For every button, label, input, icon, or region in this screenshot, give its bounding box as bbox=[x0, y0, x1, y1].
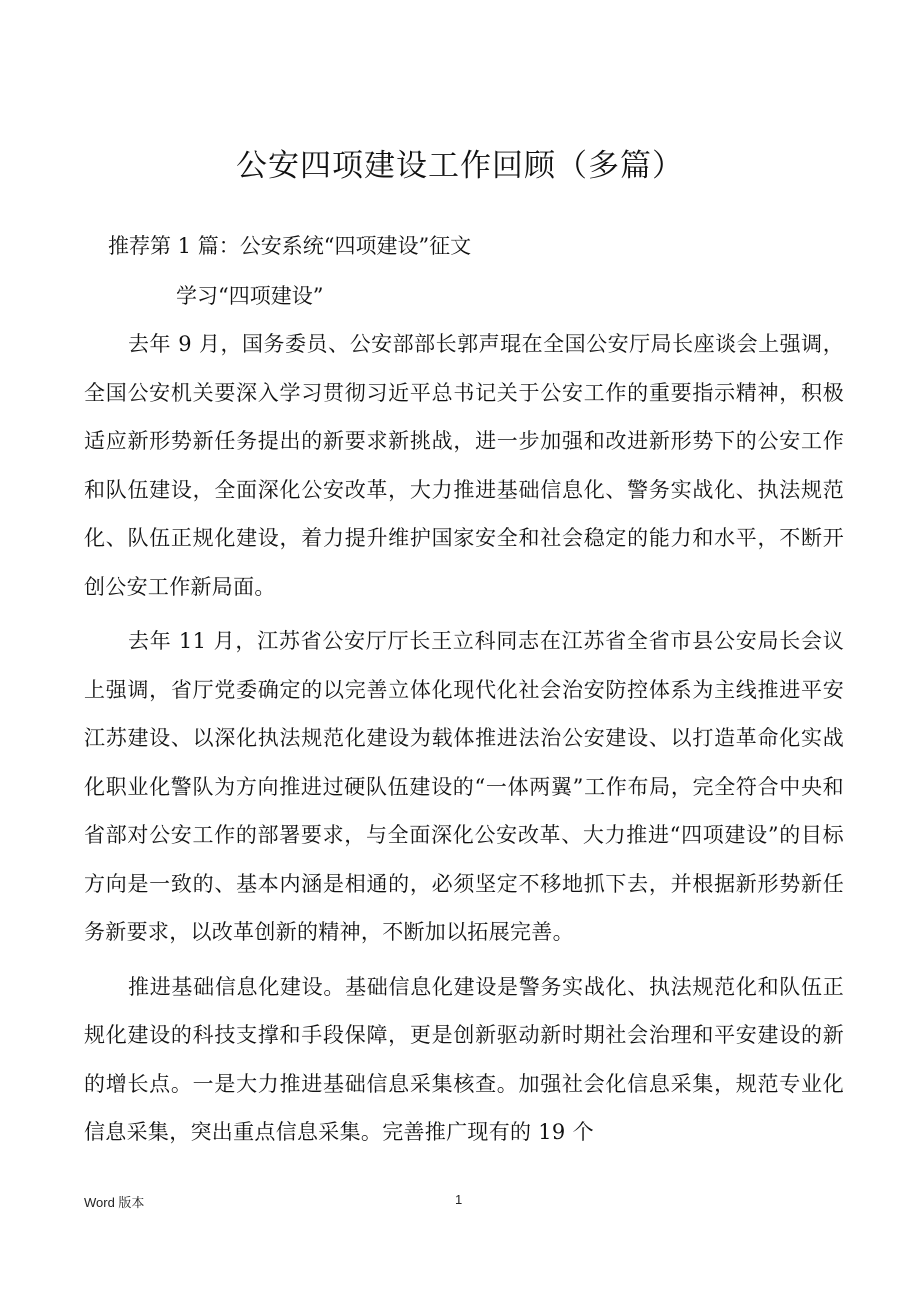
section-heading: 学习“四项建设” bbox=[176, 284, 324, 308]
paragraph: 推进基础信息化建设。基础信息化建设是警务实战化、执法规范化和队伍正规化建设的科技支撑和手段保障，更是创新驱动新时期社会治理和平安建设的新的增长点。一是大力推进基础信息采集核查。加强社会化信息采集，规范专业化信息采集，突出重点信息采集。完善推广现有的 19 个 bbox=[84, 974, 844, 1144]
footer-label: Word 版本 bbox=[84, 1195, 145, 1210]
paragraph: 去年 9 月，国务委员、公安部部长郭声琨在全国公安厅局长座谈会上强调，全国公安机关要深入学习贯彻习近平总书记关于公安工作的重要指示精神，积极适应新形势新任务提出的新要求新挑战，进一步加强和改进新形势下的公安工作和队伍建设，全面深化公安改革，大力推进基础信息化、警务实战化、执法规范化、队伍正规化建设，着力提升维护国家安全和社会稳定的能力和水平，不断开创公安工作新局面。 bbox=[84, 332, 844, 599]
article-subtitle: 推荐第 1 篇：公安系统“四项建设”征文 bbox=[108, 234, 472, 258]
page-number: 1 bbox=[455, 1192, 463, 1207]
body-text bbox=[84, 320, 844, 1163]
paragraph: 去年 11 月，江苏省公安厅厅长王立科同志在江苏省全省市县公安局长会议上强调，省厅党委确定的以完善立体化现代化社会治安防控体系为主线推进平安江苏建设、以深化执法规范化建设为载体推进法治公安建设、以打造革命化实战化职业化警队为方向推进过硬队伍建设的“一体两翼”工作布局，完全符合中央和省部对公安工作的部署要求，与全面深化公安改革、大力推进“四项建设”的目标方向是一致的、基本内涵是相通的，必须坚定不移地抓下去，并根据新形势新任务新要求，以改革创新的精神，不断加以拓展完善。 bbox=[84, 629, 844, 944]
document-title: 公安四项建设工作回顾（多篇） bbox=[236, 148, 684, 184]
